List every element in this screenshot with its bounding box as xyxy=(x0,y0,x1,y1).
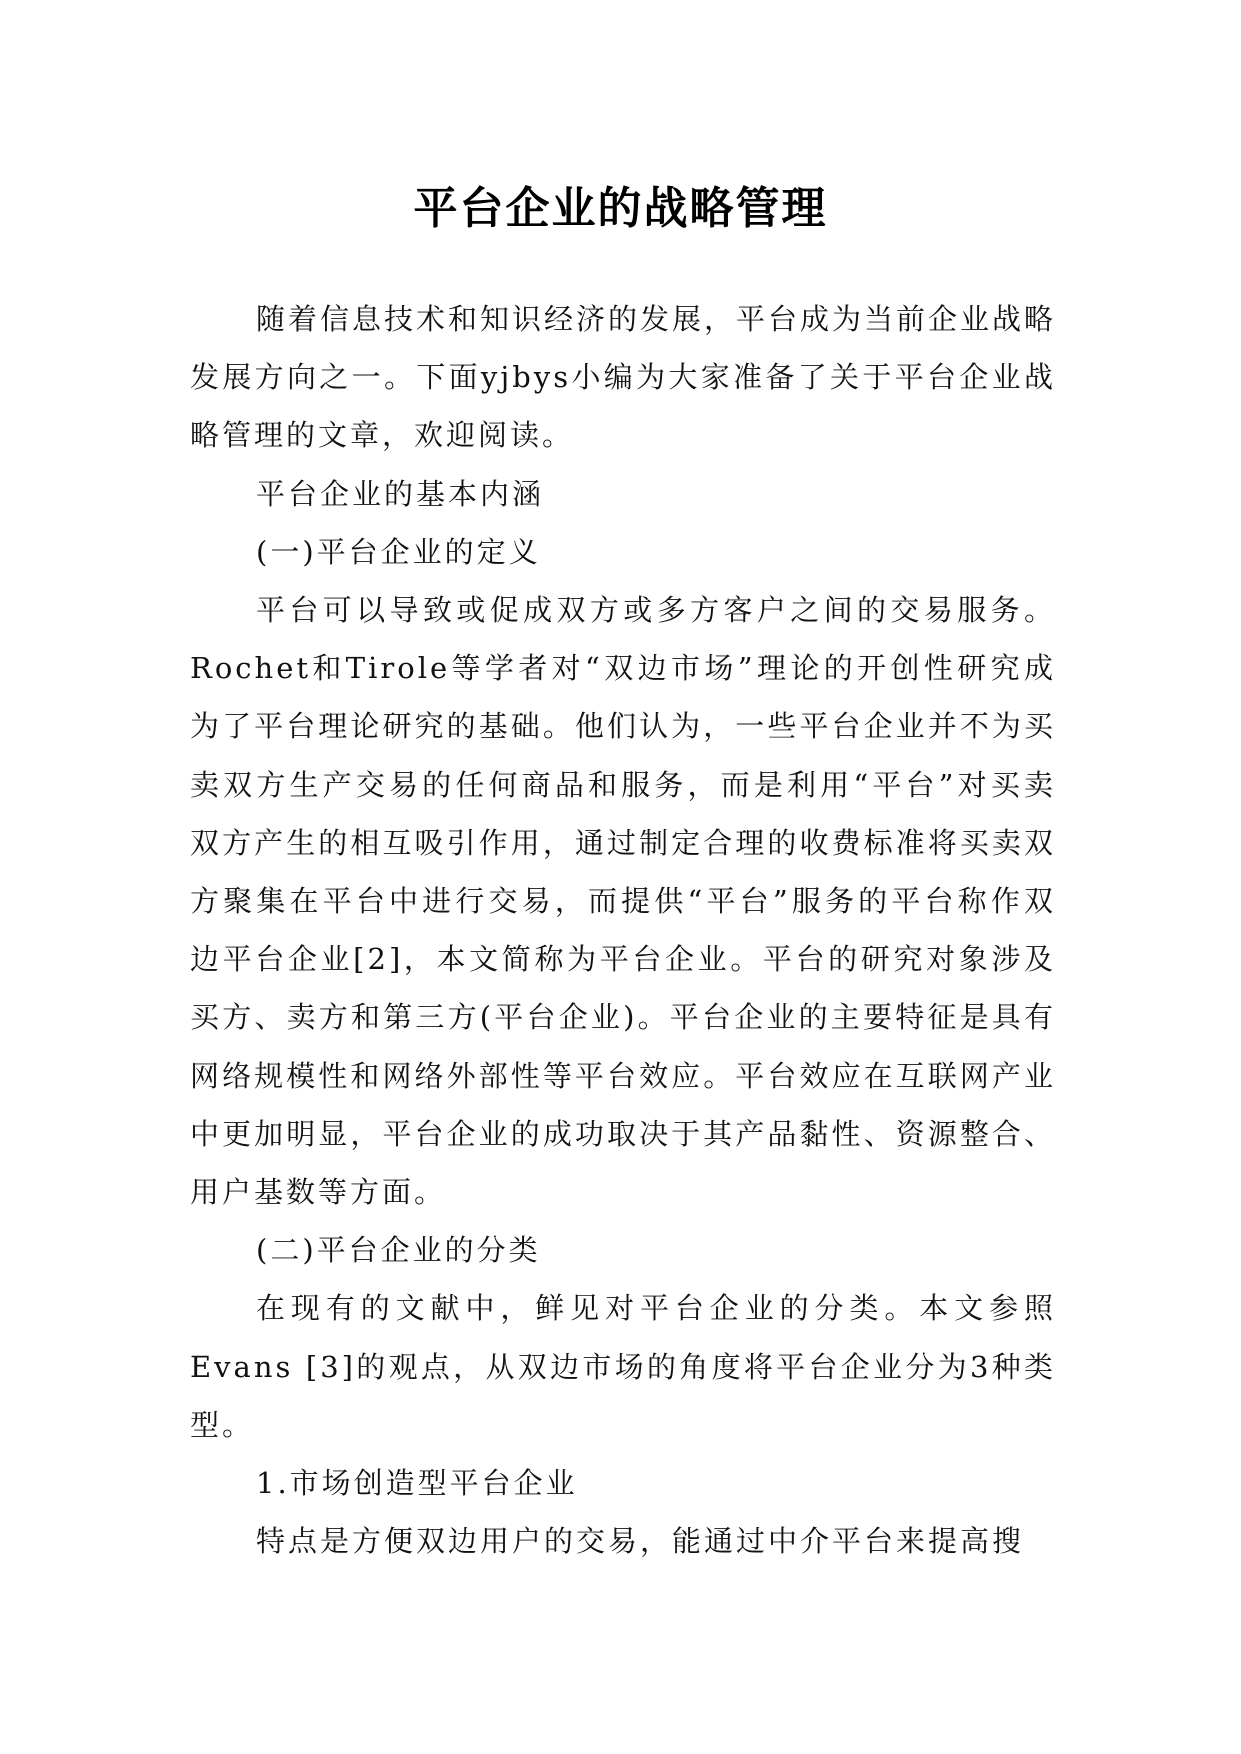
list-heading: 1.市场创造型平台企业 xyxy=(256,1466,578,1501)
document-title: 平台企业的战略管理 xyxy=(413,183,828,235)
document-body xyxy=(190,290,1056,1570)
subsection-heading: (一)平台企业的定义 xyxy=(256,534,541,569)
section-heading: 平台企业的基本内涵 xyxy=(256,476,545,511)
paragraph-definition: 平台可以导致或促成双方或多方客户之间的交易服务。Rochet和Tirole等学者对“双边市场”理论的开创性研究成为了平台理论研究的基础。他们认为，一些平台企业并不为买卖双方生产交易的任何商品和服务，而是利用“平台”对买卖双方产生的相互吸引作用，通过制定合理的收费标准将买卖双方聚集在平台中进行交易，而提供“平台”服务的平台称作双边平台企业[2]，本文简称为平台企业。平台的研究对象涉及买方、卖方和第三方(平台企业)。平台企业的主要特征是具有网络规模性和网络外部性等平台效应。平台效应在互联网产业中更加明显，平台企业的成功取决于其产品黏性、资源整合、用户基数等方面。 xyxy=(190,593,1056,1210)
paragraph-intro: 随着信息技术和知识经济的发展，平台成为当前企业战略发展方向之一。下面yjbys小编为大家准备了关于平台企业战略管理的文章，欢迎阅读。 xyxy=(190,302,1057,453)
paragraph-classification: 在现有的文献中，鲜见对平台企业的分类。本文参照Evans [3]的观点，从双边市场的角度将平台企业分为3种类型。 xyxy=(190,1291,1056,1442)
paragraph-features: 特点是方便双边用户的交易，能通过中介平台来提高搜 xyxy=(256,1524,1025,1559)
subsection-heading: (二)平台企业的分类 xyxy=(256,1233,541,1268)
